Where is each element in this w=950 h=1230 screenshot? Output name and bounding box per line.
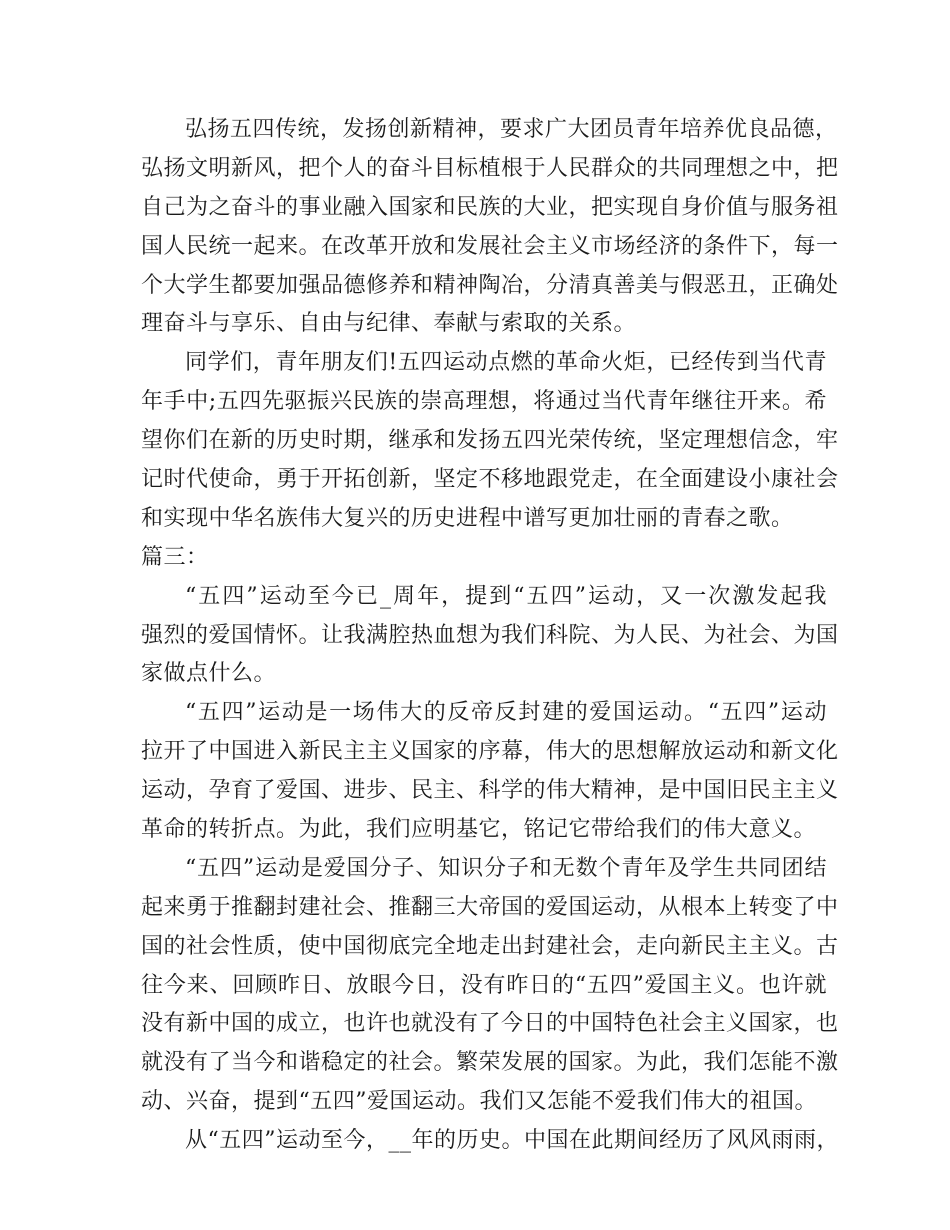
text-line: 望你们在新的历史时期，继承和发扬五四光荣传统，坚定理想信念，牢 xyxy=(141,428,839,454)
text-line: 同学们，青年朋友们!五四运动点燃的革命火炬，已经传到当代青 xyxy=(185,350,827,376)
document-body xyxy=(141,111,839,1161)
text-line: 革命的转折点。为此，我们应明基它，铭记它带给我们的伟大意义。 xyxy=(141,817,817,843)
text-line: “五四”运动是一场伟大的反帝反封建的爱国运动。“五四”运动 xyxy=(185,700,827,726)
text-line: 没有新中国的成立，也许也就没有了今日的中国特色社会主义国家，也 xyxy=(141,1011,839,1037)
section-heading: 篇三： xyxy=(141,544,209,570)
text-line: “五四”运动是爱国分子、知识分子和无数个青年及学生共同团结 xyxy=(185,855,827,881)
text-line: 年手中;五四先驱振兴民族的崇高理想，将通过当代青年继往开来。希 xyxy=(141,389,827,415)
text-line: 和实现中华名族伟大复兴的历史进程中谱写更加壮丽的青春之歌。 xyxy=(141,505,794,531)
text-line: 弘扬文明新风，把个人的奋斗目标植根于人民群众的共同理想之中，把 xyxy=(141,155,839,181)
text-line: 理奋斗与享乐、自由与纪律、奉献与索取的关系。 xyxy=(141,311,637,337)
text-line: 拉开了中国进入新民主主义国家的序幕，伟大的思想解放运动和新文化 xyxy=(141,739,839,765)
text-line: 就没有了当今和谐稳定的社会。繁荣发展的国家。为此，我们怎能不激 xyxy=(141,1050,839,1076)
text-line: 自己为之奋斗的事业融入国家和民族的大业，把实现自身价值与服务祖 xyxy=(141,194,839,220)
text-line: 弘扬五四传统，发扬创新精神，要求广大团员青年培养优良品德， xyxy=(185,117,838,142)
text-line: 国人民统一起来。在改革开放和发展社会主义市场经济的条件下，每一 xyxy=(141,233,839,259)
text-line: 往今来、回顾昨日、放眼今日，没有昨日的“五四”爱国主义。也许就 xyxy=(141,972,827,998)
text-line: 从“五四”运动至今，__年的历史。中国在此期间经历了风风雨雨， xyxy=(185,1128,839,1154)
text-line: 起来勇于推翻封建社会、推翻三大帝国的爱国运动，从根本上转变了中 xyxy=(141,894,839,920)
text-line: 记时代使命，勇于开拓创新，坚定不移地跟党走，在全面建设小康社会 xyxy=(141,467,839,493)
text-line: “五四”运动至今已_周年，提到“五四”运动，又一次激发起我 xyxy=(185,583,827,609)
text-line: 强烈的爱国情怀。让我满腔热血想为我们科院、为人民、为社会、为国 xyxy=(141,622,839,648)
text-line: 运动，孕育了爱国、进步、民主、科学的伟大精神，是中国旧民主主义 xyxy=(141,778,839,804)
text-line: 动、兴奋，提到“五四”爱国运动。我们又怎能不爱我们伟大的祖国。 xyxy=(141,1089,817,1115)
text-line: 家做点什么。 xyxy=(141,661,277,687)
text-line: 国的社会性质，使中国彻底完全地走出封建社会，走向新民主主义。古 xyxy=(141,933,839,959)
text-line: 个大学生都要加强品德修养和精神陶冶，分清真善美与假恶丑，正确处 xyxy=(141,272,839,298)
